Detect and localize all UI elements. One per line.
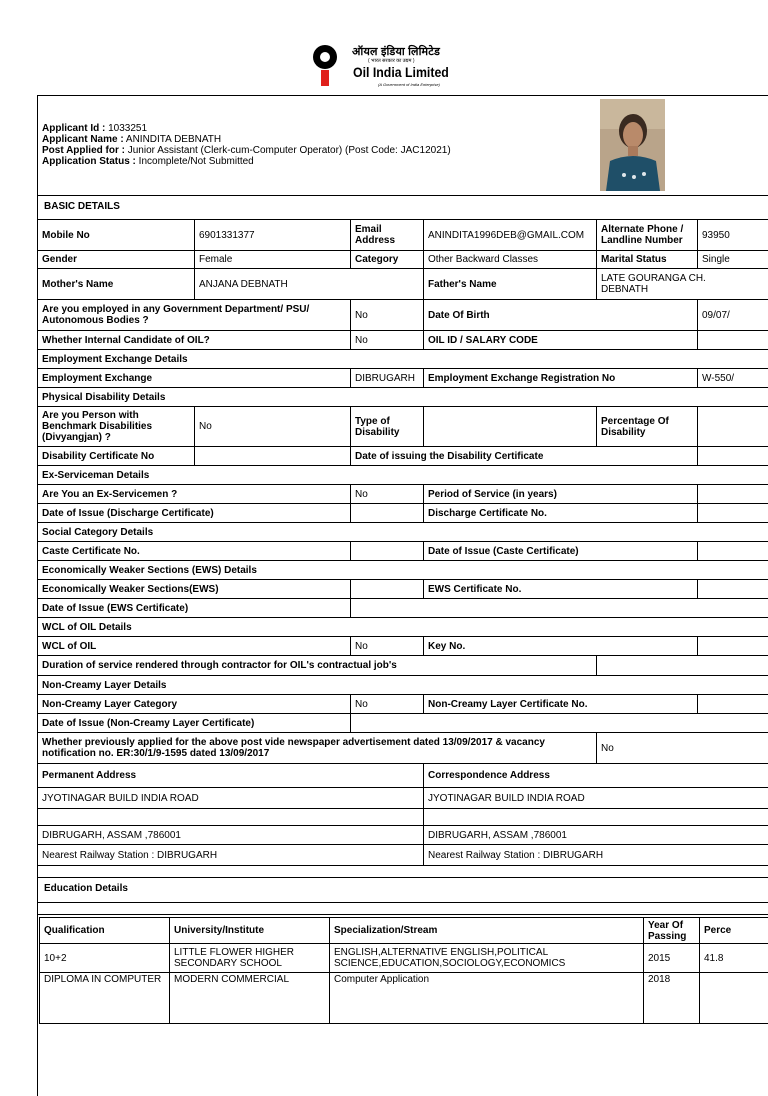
internal-label: Whether Internal Candidate of OIL? [37,330,351,350]
divider [37,195,768,196]
edu-row-qualification: DIPLOMA IN COMPUTER [39,972,170,1024]
divider [37,902,768,903]
father-label: Father's Name [423,268,597,300]
ews-no-value [697,579,768,599]
edu-row-year: 2018 [643,972,700,1024]
oil-india-logo [312,44,472,90]
edu-header-percentage: Perce [699,917,768,944]
applicant-photo [600,99,665,191]
applicant-name: Applicant Name : ANINDITA DEBNATH [42,134,222,145]
emp-ex-reg-value: W-550/ [697,368,768,388]
post-applied: Post Applied for : Junior Assistant (Clerk-cum-Computer Operator) (Post Code: JAC12021) [42,145,451,156]
oil-id-value [697,330,768,350]
edu-header-year: Year Of Passing [643,917,700,944]
oil-drop-logo-icon [312,44,338,86]
ncl-label: Non-Creamy Layer Category [37,694,351,714]
mother-value: ANJANA DEBNATH [194,268,424,300]
employed-value: No [350,299,424,331]
basic-details-title: BASIC DETAILS [44,201,120,212]
ews-date-label: Date of Issue (EWS Certificate) [37,598,351,618]
internal-value: No [350,330,424,350]
permanent-address-label: Permanent Address [37,763,424,788]
edu-row-university: LITTLE FLOWER HIGHER SECONDARY SCHOOL [169,943,330,973]
divider [37,914,768,915]
correspondence-address-line3: DIBRUGARH, ASSAM ,786001 [423,825,768,845]
category-value: Other Backward Classes [423,250,597,269]
permanent-address-line1: JYOTINAGAR BUILD INDIA ROAD [37,787,424,809]
disability-cert-label: Disability Certificate No [37,446,195,466]
key-no-value [697,636,768,656]
ncl-value: No [350,694,424,714]
disability-type-value [423,406,597,447]
emp-ex-reg-label: Employment Exchange Registration No [423,368,698,388]
previously-applied-label: Whether previously applied for the above post vide newspaper advertisement dated 13/09/2017 & vacancy notification no. ER:30/1/9-1595 dated 13/09/2017 [37,732,597,764]
ncl-date-label: Date of Issue (Non-Creamy Layer Certificate) [37,713,351,733]
benchmark-label: Are you Person with Benchmark Disabilities (Divyangjan) ? [37,406,195,447]
org-english-tagline: (A Government of India Enterprise) [378,82,440,87]
social-category-title: Social Category Details [37,522,768,542]
discharge-no-label: Discharge Certificate No. [423,503,698,523]
disability-pct-label: Percentage Of Disability [596,406,698,447]
previously-applied-value: No [596,732,768,764]
permanent-address-line2 [37,808,424,826]
dob-value: 09/07/ [697,299,768,331]
ex-serviceman-value: No [350,484,424,504]
caste-no-label: Caste Certificate No. [37,541,351,561]
physical-details-title: Physical Disability Details [37,387,768,407]
ews-date-value [350,598,768,618]
emp-ex-value: DIBRUGARH [350,368,424,388]
org-hindi-name: ऑयल इंडिया लिमिटेड [352,46,441,58]
correspondence-address-line1: JYOTINAGAR BUILD INDIA ROAD [423,787,768,809]
correspondence-railway-station: Nearest Railway Station : DIBRUGARH [423,844,768,866]
permanent-railway-station: Nearest Railway Station : DIBRUGARH [37,844,424,866]
period-value [697,484,768,504]
edu-row-year: 2015 [643,943,700,973]
discharge-date-label: Date of Issue (Discharge Certificate) [37,503,351,523]
emp-ex-label: Employment Exchange [37,368,351,388]
duration-value [596,655,768,676]
ex-serviceman-title: Ex-Serviceman Details [37,465,768,485]
oil-id-label: OIL ID / SALARY CODE [423,330,698,350]
ews-details-title: Economically Weaker Sections (EWS) Details [37,560,768,580]
key-no-label: Key No. [423,636,698,656]
employed-label: Are you employed in any Government Department/ PSU/ Autonomous Bodies ? [37,299,351,331]
email-value: ANINDITA1996DEB@GMAIL.COM [423,219,597,251]
edu-row-specialization: ENGLISH,ALTERNATIVE ENGLISH,POLITICAL SCIENCE,EDUCATION,SOCIOLOGY,ECONOMICS [329,943,644,973]
correspondence-address-label: Correspondence Address [423,763,768,788]
marital-label: Marital Status [596,250,698,269]
disability-cert-date-value [697,446,768,466]
edu-row-percentage: 41.8 [699,943,768,973]
emp-ex-details-title: Employment Exchange Details [37,349,768,369]
edu-header-university: University/Institute [169,917,330,944]
alt-phone-label: Alternate Phone / Landline Number [596,219,698,251]
caste-no-value [350,541,424,561]
correspondence-address-line2 [423,808,768,826]
father-value: LATE GOURANGA CH. DEBNATH [596,268,768,300]
application-status: Application Status : Incomplete/Not Submitted [42,156,254,167]
caste-date-value [697,541,768,561]
mother-label: Mother's Name [37,268,195,300]
disability-pct-value [697,406,768,447]
applicant-id: Applicant Id : 1033251 [42,123,148,134]
gender-value: Female [194,250,351,269]
disability-type-label: Type of Disability [350,406,424,447]
discharge-no-value [697,503,768,523]
marital-value: Single [697,250,768,269]
ews-no-label: EWS Certificate No. [423,579,698,599]
ncl-date-value [350,713,768,733]
edu-header-specialization: Specialization/Stream [329,917,644,944]
alt-phone-value: 93950 [697,219,768,251]
caste-date-label: Date of Issue (Caste Certificate) [423,541,698,561]
benchmark-value: No [194,406,351,447]
wcl-label: WCL of OIL [37,636,351,656]
ex-serviceman-label: Are You an Ex-Servicemen ? [37,484,351,504]
discharge-date-value [350,503,424,523]
gender-label: Gender [37,250,195,269]
ncl-no-label: Non-Creamy Layer Certificate No. [423,694,698,714]
org-english-name: Oil India Limited [353,64,449,80]
ews-value [350,579,424,599]
duration-label: Duration of service rendered through contractor for OIL's contractual job's [37,655,597,676]
edu-row-university: MODERN COMMERCIAL [169,972,330,1024]
mobile-label: Mobile No [37,219,195,251]
ncl-details-title: Non-Creamy Layer Details [37,675,768,695]
ews-label: Economically Weaker Sections(EWS) [37,579,351,599]
edu-row-percentage [699,972,768,1024]
wcl-value: No [350,636,424,656]
disability-cert-value [194,446,351,466]
category-label: Category [350,250,424,269]
edu-header-qualification: Qualification [39,917,170,944]
education-details-title: Education Details [44,883,128,894]
ncl-no-value [697,694,768,714]
permanent-address-line3: DIBRUGARH, ASSAM ,786001 [37,825,424,845]
divider [37,877,768,878]
org-hindi-tagline: ( भारत सरकार का उद्यम ) [368,58,415,64]
edu-row-specialization: Computer Application [329,972,644,1024]
period-label: Period of Service (in years) [423,484,698,504]
mobile-value: 6901331377 [194,219,351,251]
disability-cert-date-label: Date of issuing the Disability Certificate [350,446,698,466]
wcl-details-title: WCL of OIL Details [37,617,768,637]
email-label: Email Address [350,219,424,251]
dob-label: Date Of Birth [423,299,698,331]
edu-row-qualification: 10+2 [39,943,170,973]
